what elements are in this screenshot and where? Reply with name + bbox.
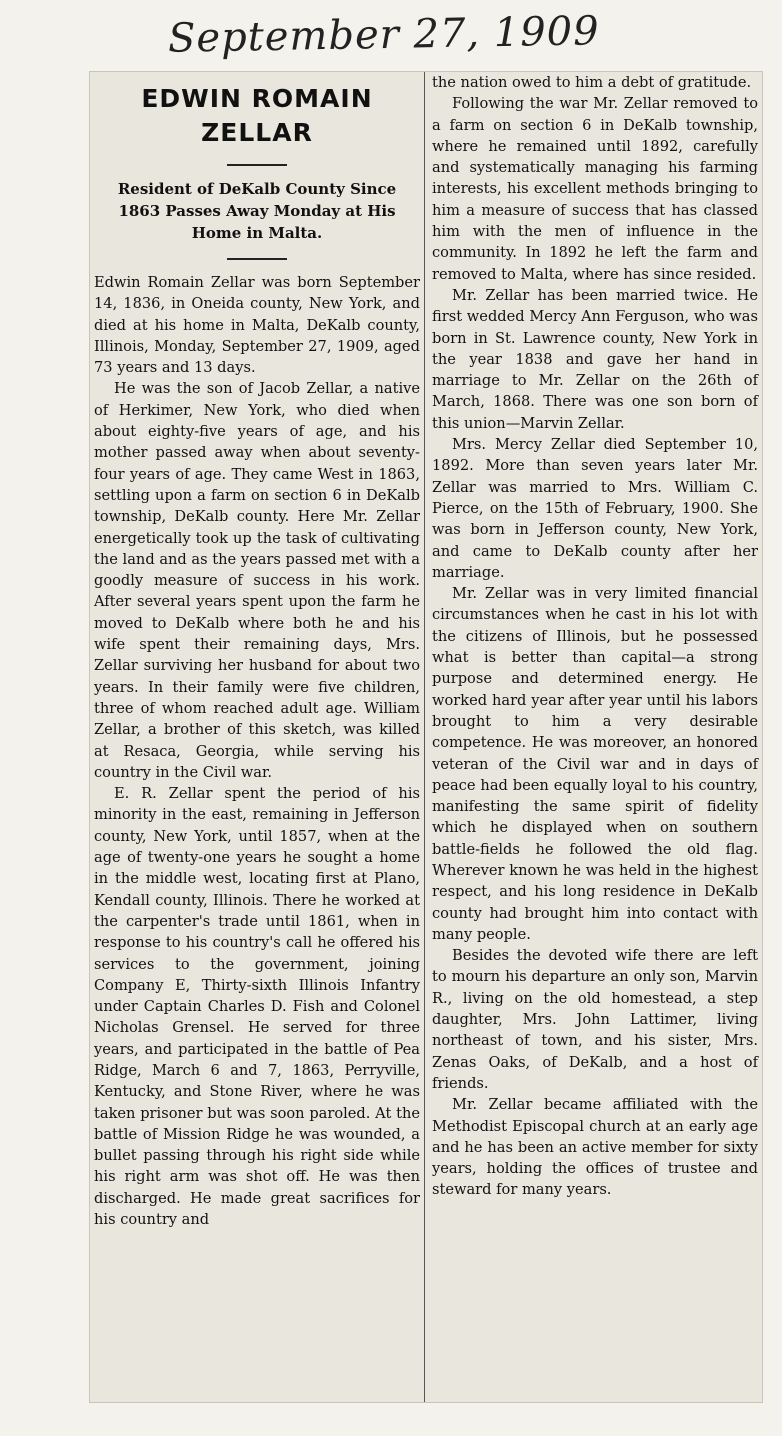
newspaper-clipping [90, 72, 762, 1402]
obituary-paragraph-6: Mr. Zellar has been married twice. He first wedded Mercy Ann Ferguson, who was born in St. Lawrence county, New York in the year 1838 and gave her hand in marriage to Mr. Zellar on the 26th of March, 1868. There was one son born of this union—Marvin Zellar. [432, 286, 758, 432]
obituary-paragraph-5: Following the war Mr. Zellar removed to a farm on section 6 in DeKalb township, where he remained until 1892, carefully and systematically managing his farming interests, his excellent methods bringing to him a measure of success that has classed him with the men of influence in the community. In 1892 he left the farm and removed to Malta, where has since resided. [432, 95, 758, 283]
obituary-paragraph-9: Besides the devoted wife there are left to mourn his departure an only son, Marvin R., living on the old homestead, a step daughter, Mrs. John Lattimer, living northeast of town, and his sister, Mrs. Zenas Oaks, of DeKalb, and a host of friends. [432, 947, 758, 1092]
obituary-paragraph-1: Edwin Romain Zellar was born September 14, 1836, in Oneida county, New York, and died at his home in Malta, DeKalb county, Illinois, Monday, September 27, 1909, aged 73 years and 13 days. [94, 274, 420, 377]
headline: EDWIN ROMAIN ZELLAR [141, 84, 373, 147]
obituary-paragraph-3: E. R. Zellar spent the period of his minority in the east, remaining in Jefferson county, New York, until 1857, when at the age of twenty-one years he sought a home in the middle west, locating first at Plano, Kendall county, Illinois. There he worked at the carpenter's trade until 1861, when in response to his country's call he offered his services to the government, joining Company E, Thirty-sixth Illinois Infantry under Captain Charles D. Fish and Colonel Nicholas Grensel. He served for three years, and participated in the battle of Pea Ridge, March 6 and 7, 1863, Perryville, Kentucky, and Stone River, where he was taken prisoner but was soon paroled. At the battle of Mission Ridge he was wounded, a bullet passing through his right side while his right arm was shot off. He was then discharged. He made great sacrifices for his country and [94, 785, 420, 1229]
handwritten-date: September 27, 1909 [167, 8, 600, 62]
obituary-paragraph-7: Mrs. Mercy Zellar died September 10, 1892. More than seven years later Mr. Zellar was married to Mrs. William C. Pierce, on the 15th of February, 1900. She was born in Jefferson county, New York, and came to DeKalb county after her marriage. [432, 436, 758, 581]
left-column [92, 72, 424, 1402]
headline-divider [227, 164, 287, 166]
column-rule [424, 72, 425, 1402]
subhead-divider [227, 258, 287, 260]
obituary-paragraph-2: He was the son of Jacob Zellar, a native of Herkimer, New York, who died when about eighty-five years of age, and his mother passed away when about seventy-four years of age. They came West in 1863, settling upon a farm on section 6 in DeKalb township, DeKalb county. Here Mr. Zellar energetically took up the task of cultivating the land and as the years passed met with a goodly measure of success in his work. After several years spent upon the farm he moved to DeKalb where both he and his wife spent their remaining days, Mrs. Zellar surviving her husband for about two years. In their family were five children, three of whom reached adult age. William Zellar, a brother of this sketch, was killed at Resaca, Georgia, while serving his country in the Civil war. [94, 380, 420, 781]
subhead: Resident of DeKalb County Since 1863 Passes Away Monday at His Home in Malta. [117, 180, 397, 242]
right-column [430, 72, 760, 1402]
obituary-paragraph-8: Mr. Zellar was in very limited financial circumstances when he cast in his lot with the citizens of Illinois, but he possessed what is better than capital—a strong purpose and determined energy. He worked hard year after year until his labors brought to him a very desirable competence. He was moreover, an honored veteran of the Civil war and in days of peace had been equally loyal to his country, manifesting the same spirit of fidelity which he displayed when on southern battle-fields he followed the old flag. Wherever known he was held in the highest respect, and his long residence in DeKalb county had brought him into contact with many people. [432, 585, 758, 943]
obituary-paragraph-10: Mr. Zellar became affiliated with the Methodist Episcopal church at an early age and he has been an active member for sixty years, holding the offices of trustee and steward for many years. [432, 1096, 758, 1199]
obituary-paragraph-4: the nation owed to him a debt of gratitude. [432, 74, 752, 91]
